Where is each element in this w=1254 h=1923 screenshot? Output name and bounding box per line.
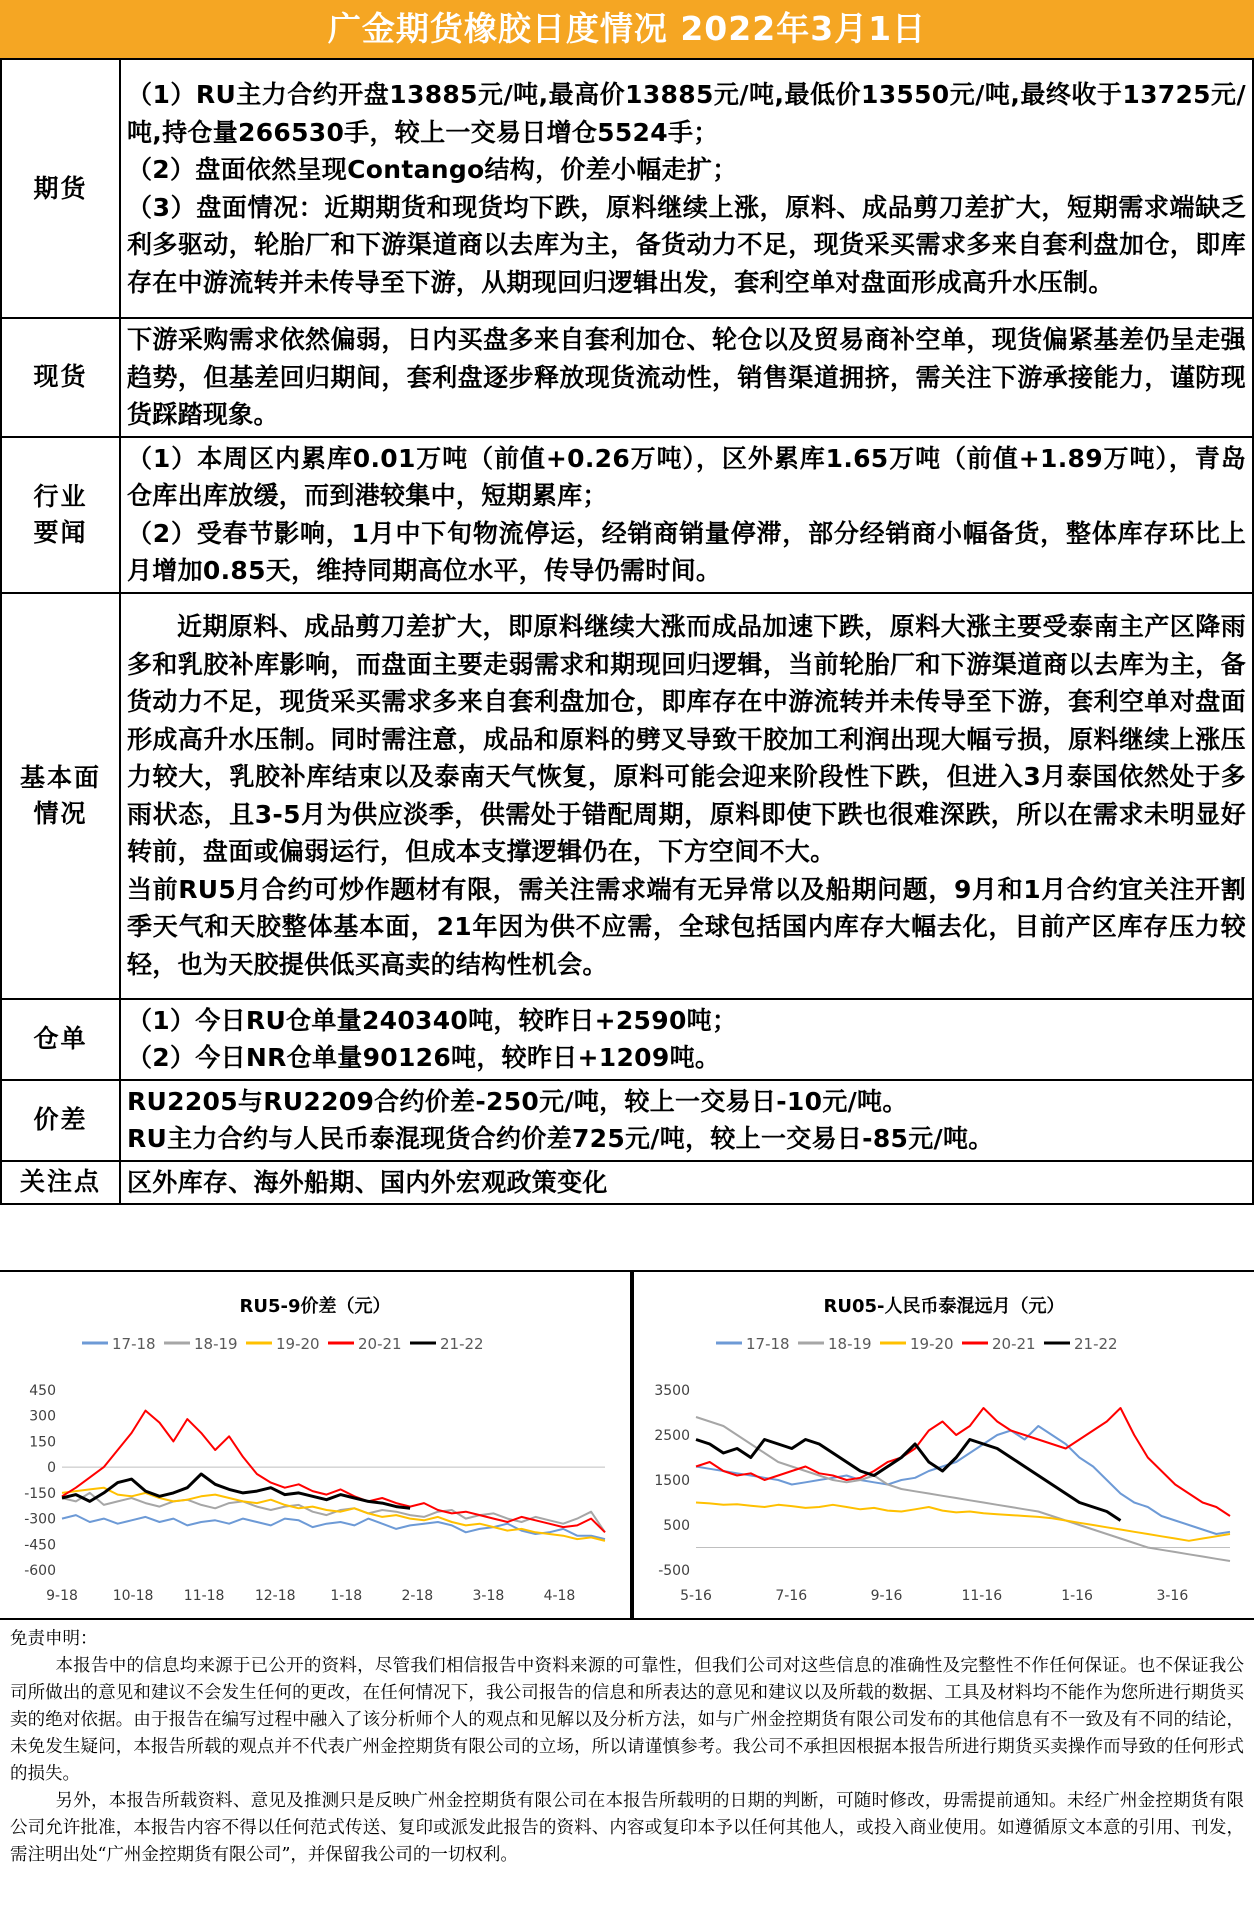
x-tick-label: 9-18 xyxy=(46,1588,78,1604)
x-tick-label: 5-16 xyxy=(680,1588,712,1604)
report-title: 广金期货橡胶日度情况 2022年3月1日 xyxy=(0,0,1254,58)
label-spread: 价差 xyxy=(1,1080,120,1161)
chart-title: RU05-人民币泰混远月（元） xyxy=(823,1296,1065,1317)
x-tick-label: 11-18 xyxy=(183,1588,225,1604)
legend-label: 19-20 xyxy=(910,1335,954,1353)
content-futures xyxy=(120,59,1253,318)
x-tick-label: 1-16 xyxy=(1061,1588,1093,1604)
charts-area xyxy=(0,1270,1254,1620)
y-tick-label: 500 xyxy=(663,1518,690,1534)
y-tick-label: 150 xyxy=(29,1434,56,1451)
paragraph: 近期原料、成品剪刀差扩大，即原料继续大涨而成品加速下跌，原料大涨主要受泰南主产区降雨多和乳胶补库影响，而盘面主要走弱需求和期现回归逻辑，当前轮胎厂和下游渠道商以去库为主，备货动力不足，现货采买需求多来自套利盘加仓，即库存在中游流转并未传导至下游，套利空单对盘面形成高升水压制。同时需注意，成品和原料的劈叉导致干胶加工利润出现大幅亏损，原料继续上涨压力较大，乳胶补库结束以及泰南天气恢复，原料可能会迎来阶段性下跌，但进入3月泰国依然处于多雨状态，且3-5月为供应淡季，供需处于错配周期，原料即使下跌也很难深跌，所以在需求未明显好转前，盘面或偏弱运行，但成本支撑逻辑仍在，下方空间不大。 xyxy=(127,612,1246,866)
legend-label: 19-20 xyxy=(276,1335,320,1353)
paragraph: RU2205与RU2209合约价差-250元/吨，较上一交易日-10元/吨。 xyxy=(127,1086,908,1116)
content-fundamentals xyxy=(120,593,1253,999)
x-tick-label: 3-18 xyxy=(472,1588,505,1604)
chart-ru05-thai-mix xyxy=(634,1272,1254,1620)
paragraph: 当前RU5月合约可炒作题材有限，需关注需求端有无异常以及船期问题，9月和1月合约宜关注开割季天气和天胶整体基本面，21年因为供不应需，全球包括国内库存大幅去化，目前产区库存压力较轻，也为天胶提供低买高卖的结构性机会。 xyxy=(127,874,1246,979)
chart-svg xyxy=(0,1272,630,1620)
row-warehouse xyxy=(1,999,1253,1080)
y-tick-label: -300 xyxy=(24,1511,56,1528)
chart-ru5-9-spread xyxy=(0,1272,630,1620)
paragraph: （2）受春节影响，1月中下旬物流停运，经销商销量停滞，部分经销商小幅备货，整体库存环比上月增加0.85天，维持同期高位水平，传导仍需时间。 xyxy=(127,518,1246,585)
chart-title: RU5-9价差（元） xyxy=(239,1296,391,1317)
label-focus: 关注点 xyxy=(1,1161,120,1205)
legend-label: 17-18 xyxy=(746,1335,790,1353)
disclaimer-heading: 免责申明： xyxy=(10,1629,98,1649)
label-futures: 期货 xyxy=(1,59,120,318)
label-line: 行业 xyxy=(33,481,88,511)
row-fundamentals xyxy=(1,593,1253,999)
report-table xyxy=(0,58,1254,1205)
paragraph: （1）RU主力合约开盘13885元/吨,最高价13885元/吨,最低价13550元/吨,最终收于13725元/吨,持仓量266530手，较上一交易日增仓5524手； xyxy=(127,80,1246,147)
content-focus xyxy=(120,1161,1253,1205)
y-tick-label: 300 xyxy=(29,1408,56,1425)
y-tick-label: 1500 xyxy=(654,1473,690,1489)
paragraph: （3）盘面情况：近期期货和现货均下跌，原料继续上涨，原料、成品剪刀差扩大，短期需求端缺乏利多驱动，轮胎厂和下游渠道商以去库为主，备货动力不足，现货采买需求多来自套利盘加仓，即库存在中游流转并未传导至下游，从期现回归逻辑出发，套利空单对盘面形成高升水压制。 xyxy=(127,192,1246,297)
content-spread xyxy=(120,1080,1253,1161)
x-tick-label: 11-16 xyxy=(961,1588,1003,1604)
y-tick-label: -600 xyxy=(24,1563,56,1579)
x-tick-label: 10-18 xyxy=(112,1588,154,1604)
y-tick-label: 2500 xyxy=(654,1428,690,1444)
disclaimer xyxy=(0,1622,1254,1923)
x-tick-label: 12-18 xyxy=(254,1588,296,1604)
paragraph: （2）盘面依然呈现Contango结构，价差小幅走扩； xyxy=(127,155,738,184)
x-tick-label: 3-16 xyxy=(1156,1588,1189,1604)
series-line xyxy=(62,1493,605,1532)
x-tick-label: 9-16 xyxy=(870,1588,903,1604)
label-fundamentals xyxy=(1,593,120,999)
content-spot xyxy=(120,318,1253,437)
row-spread xyxy=(1,1080,1253,1161)
disclaimer-paragraph: 另外，本报告所载资料、意见及推测只是反映广州金控期货有限公司在本报告所载明的日期的判断，可随时修改，毋需提前通知。未经广州金控期货有限公司允许批准，本报告内容不得以任何范式传送、复印或派发此报告的资料、内容或复印本予以任何其他人，或投入商业使用。如遵循原文本意的引用、刊发，需注明出处“广州金控期货有限公司”，并保留我公司的一切权利。 xyxy=(10,1791,1244,1865)
series-line xyxy=(62,1411,605,1533)
label-line: 基本面 xyxy=(19,762,101,792)
legend-label: 21-22 xyxy=(440,1335,484,1353)
row-news xyxy=(1,437,1253,593)
y-tick-label: -150 xyxy=(24,1485,56,1502)
paragraph: （1）今日RU仓单量240340吨，较昨日+2590吨； xyxy=(127,1005,738,1035)
label-news xyxy=(1,437,120,593)
x-tick-label: 4-18 xyxy=(543,1588,576,1604)
x-tick-label: 2-18 xyxy=(401,1588,434,1604)
chart-svg xyxy=(634,1272,1254,1620)
paragraph: （1）本周区内累库0.01万吨（前值+0.26万吨），区外累库1.65万吨（前值+1.89万吨），青岛仓库出库放缓，而到港较集中，短期累库； xyxy=(127,443,1246,510)
label-line: 要闻 xyxy=(33,517,88,547)
legend-label: 18-19 xyxy=(194,1335,238,1353)
x-tick-label: 1-18 xyxy=(330,1588,363,1604)
y-tick-label: -450 xyxy=(24,1537,56,1554)
series-line xyxy=(62,1515,605,1539)
legend-label: 20-21 xyxy=(358,1335,402,1353)
disclaimer-paragraph: 本报告中的信息均来源于已公开的资料，尽管我们相信报告中资料来源的可靠性，但我们公司对这些信息的准确性及完整性不作任何保证。也不保证我公司所做出的意见和建议不会发生任何的更改，在任何情况下，我公司报告的信息和所表达的意见和建议以及所载的数据、工具及材料均不能作为您所进行期货买卖的绝对依据。由于报告在编写过程中融入了该分析师个人的观点和见解以及分析方法，如与广州金控期货有限公司发布的其他信息有不一致及有不同的结论，未免发生疑问，本报告所载的观点并不代表广州金控期货有限公司的立场，所以请谨慎参考。我公司不承担因根据本报告所进行期货买卖操作而导致的任何形式的损失。 xyxy=(10,1656,1244,1784)
content-warehouse xyxy=(120,999,1253,1080)
legend-label: 21-22 xyxy=(1074,1335,1118,1353)
row-focus xyxy=(1,1161,1253,1205)
legend-label: 17-18 xyxy=(112,1335,156,1353)
paragraph: 区外库存、海外船期、国内外宏观政策变化 xyxy=(127,1167,608,1197)
label-line: 情况 xyxy=(33,798,88,828)
series-line xyxy=(696,1417,1230,1561)
row-futures xyxy=(1,59,1253,318)
label-warehouse: 仓单 xyxy=(1,999,120,1080)
series-line xyxy=(696,1440,1121,1521)
row-spot xyxy=(1,318,1253,437)
legend-label: 20-21 xyxy=(992,1335,1036,1353)
paragraph: 下游采购需求依然偏弱，日内买盘多来自套利加仓、轮仓以及贸易商补空单，现货偏紧基差仍呈走强趋势，但基差回归期间，套利盘逐步释放现货流动性，销售渠道拥挤，需关注下游承接能力，谨防现货踩踏现象。 xyxy=(127,325,1246,429)
y-tick-label: 0 xyxy=(47,1460,56,1477)
y-tick-label: -500 xyxy=(658,1563,690,1579)
y-tick-label: 3500 xyxy=(654,1383,690,1399)
x-tick-label: 7-16 xyxy=(775,1588,808,1604)
paragraph: （2）今日NR仓单量90126吨，较昨日+1209吨。 xyxy=(127,1043,721,1072)
y-tick-label: 450 xyxy=(29,1383,56,1399)
content-news xyxy=(120,437,1253,593)
legend-label: 18-19 xyxy=(828,1335,872,1353)
paragraph: RU主力合约与人民币泰混现货合约价差725元/吨，较上一交易日-85元/吨。 xyxy=(127,1124,994,1153)
label-spot: 现货 xyxy=(1,318,120,437)
